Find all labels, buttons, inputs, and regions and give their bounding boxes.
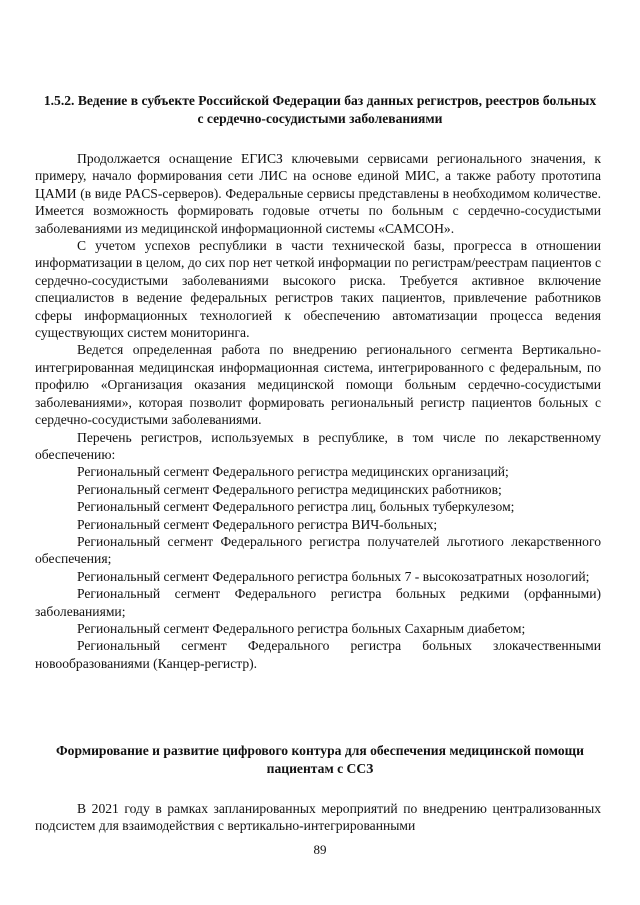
paragraph-registry-info: С учетом успехов республики в части технической базы, прогресса в отношении информатизации в целом, до сих пор нет четкой информации по регистрам/реестрам пациентов с сердечно-сосудистыми заболеваниями высокого риска. Требуется активное включение специалистов в ведение федеральных регистров таких пациентов, привлечение работников сферы информационных технологией к обеспечению автоматизации процесса ведения существующих систем мониторинга. — [35, 238, 601, 341]
final-paragraph-block — [35, 800, 601, 835]
list-item: Региональный сегмент Федерального регистра медицинских организаций; — [77, 464, 509, 480]
page-number: 89 — [313, 842, 327, 857]
list-item: Региональный сегмент Федерального регистра ВИЧ-больных; — [77, 516, 438, 532]
body-text — [35, 150, 601, 672]
list-item: Региональный сегмент Федерального регистра получателей льготиого лекарственного обеспечения; — [35, 533, 601, 567]
paragraph-egisz: Продолжается оснащение ЕГИСЗ ключевыми сервисами регионального значения, к примеру, начало формирования сети ЛИС на основе единой МИС, а также работу прототипа ЦАМИ (в виде PACS-серверов). Федеральные сервисы представлены в необходимом количестве. Имеется возможность формировать годовые отчеты по больным с сердечно-сосудистыми заболеваниями из медицинской информационной системы «САМСОН». — [35, 151, 601, 236]
paragraph-2021: В 2021 году в рамках запланированных мероприятий по внедрению централизованных подсистем для взаимодействия с вертикально-интегрированными — [35, 801, 601, 834]
paragraph-registry-list-intro: Перечень регистров, используемых в республике, в том числе по лекарственному обеспечению: — [35, 429, 601, 462]
subheading: Формирование и развитие цифрового контура для обеспечения медицинской помощи пациентам с ССЗ — [56, 743, 584, 776]
list-item: Региональный сегмент Федерального регистра медицинских работников; — [77, 481, 502, 497]
list-item: Региональный сегмент Федерального регистра лиц, больных туберкулезом; — [77, 499, 515, 515]
list-item: Региональный сегмент Федерального регистра больных 7 - высокозатратных нозологий; — [77, 568, 590, 584]
paragraph-vims: Ведется определенная работа по внедрению регионального сегмента Вертикально-интегрированная медицинская информационная система, интегрированного с федеральным, по профилю «Организация оказания медицинской помощи больным сердечно-сосудистыми заболеваниями», которая позволит формировать региональный регистр пациентов больных с сердечно-сосудистыми заболеваниями. — [35, 342, 601, 428]
list-item: Региональный сегмент Федерального регистра больных редкими (орфанными) заболеваниями; — [35, 586, 601, 619]
section-heading: 1.5.2. Ведение в субъекте Российской Федерации баз данных регистров, реестров больных с сердечно-сосудистыми заболеваниями — [43, 93, 597, 126]
list-item: Региональный сегмент Федерального регистра больных Сахарным диабетом; — [77, 620, 526, 636]
list-item: Региональный сегмент Федерального регистра больных злокачественными новообразованиями (Канцер-регистр). — [35, 638, 601, 671]
